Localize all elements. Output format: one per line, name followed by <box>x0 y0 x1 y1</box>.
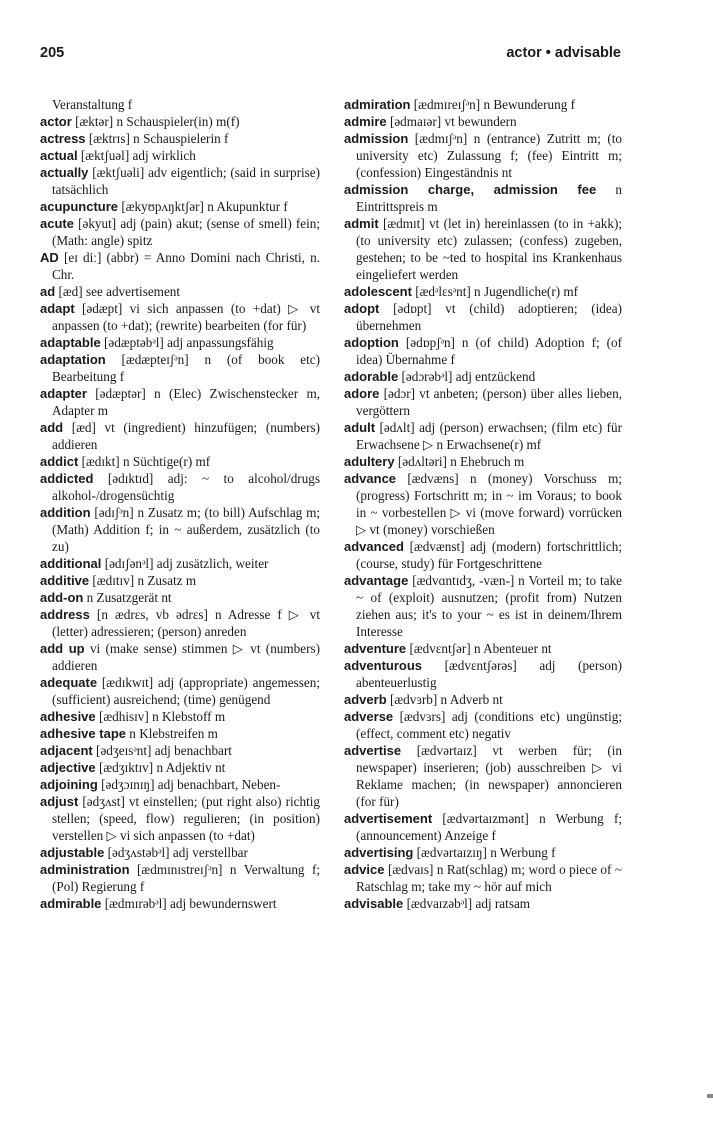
definition: adj verstellbar <box>172 845 248 860</box>
dictionary-entry <box>40 589 320 606</box>
pronunciation: [æktrɪs] <box>88 131 130 146</box>
definition: vt (ingredient) hinzufügen; (numbers) addieren <box>52 420 321 452</box>
pronunciation: [ædɪtɪv] <box>92 573 135 588</box>
dictionary-entry <box>40 708 320 725</box>
dictionary-entry <box>344 453 622 470</box>
pronunciation: [ædɪkwɪt] <box>101 675 154 690</box>
pronunciation: [æktʃuəl] <box>80 148 130 163</box>
pronunciation: [æktər] <box>75 114 114 129</box>
dictionary-entry <box>344 419 622 453</box>
headword: adjust <box>40 794 79 809</box>
definition: vt anbeten; (person) über alles lieben, vergöttern <box>356 386 623 418</box>
pronunciation: [ədʒʌst] <box>82 794 125 809</box>
pronunciation: [ədɒpʃᵊn] <box>405 335 455 350</box>
dictionary-entry <box>40 674 320 708</box>
headword: admirable <box>40 896 102 911</box>
definition: n Schauspieler(in) m(f) <box>116 114 240 129</box>
headword: additive <box>40 573 90 588</box>
dictionary-entry <box>40 861 320 895</box>
headword: adhesive <box>40 709 96 724</box>
headword: adopt <box>344 301 380 316</box>
headword: additional <box>40 556 102 571</box>
definition: adj (modern) fortschrittlich; (course, study) für Fortgeschrittene <box>356 539 622 571</box>
dictionary-entry <box>344 470 622 538</box>
pronunciation: [ædᵊlɛsᵊnt] <box>415 284 471 299</box>
headword: advanced <box>344 539 404 554</box>
definition: n Adresse f ▷ vt (letter) adressieren; (person) anreden <box>52 607 321 639</box>
dictionary-entry <box>40 147 320 164</box>
definition: n Rat(schlag) m; word o piece of ~ Ratschlag m; take my ~ hör auf mich <box>356 862 623 894</box>
pronunciation: [n ædrɛs, vb ədrɛs] <box>96 607 208 622</box>
dictionary-entry <box>40 351 320 385</box>
headword: adjoining <box>40 777 98 792</box>
headword: advertisement <box>344 811 433 826</box>
dictionary-entry <box>40 385 320 419</box>
pronunciation: [ædvərtaɪz] <box>416 743 477 758</box>
definition: adj (pain) akut; (sense of smell) fein; (Math: angle) spitz <box>52 216 321 248</box>
headword: admission <box>344 131 409 146</box>
definition: adj benachbart <box>154 743 232 758</box>
pronunciation: [ədɪʃənᵊl] <box>104 556 154 571</box>
definition: n (entrance) Zutritt m; (to university etc) Zulassung f; (fee) Eintritt m; (confession) Eingeständnis nt <box>356 131 623 180</box>
definition: Veranstaltung f <box>52 97 133 112</box>
headword: adhesive tape <box>40 726 126 741</box>
dictionary-entry <box>40 453 320 470</box>
definition: n Verwaltung f; (Pol) Regierung f <box>52 862 321 894</box>
pronunciation: [ədʒeɪsᵊnt] <box>96 743 152 758</box>
dictionary-entry <box>40 742 320 759</box>
dictionary-entry <box>40 759 320 776</box>
dictionary-entry <box>40 419 320 453</box>
definition: n (of child) Adoption f; (of idea) Übernahme f <box>356 335 622 367</box>
dictionary-entry <box>344 283 622 300</box>
dictionary-entry <box>344 113 622 130</box>
pronunciation: [ædvərtaɪzɪŋ] <box>416 845 487 860</box>
headword: admiration <box>344 97 411 112</box>
pronunciation: [ədæpt] <box>82 301 123 316</box>
pronunciation: [ædɪkt] <box>81 454 120 469</box>
definition: n Zusatz m <box>137 573 197 588</box>
pronunciation: [ædvɜrs] <box>399 709 446 724</box>
definition: vt werben für; (in newspaper) inserieren; (job) ausschreiben ▷ vi Reklame machen; (in newspaper) annoncieren (for für) <box>356 743 623 809</box>
definition: n Ehebruch m <box>450 454 525 469</box>
headword: administration <box>40 862 130 877</box>
pronunciation: [ədɒpt] <box>393 301 432 316</box>
pronunciation: [ədɪʃᵊn] <box>94 505 134 520</box>
headword: adaptation <box>40 352 106 367</box>
pronunciation: [æktʃuəli] <box>92 165 145 180</box>
definition: n Schauspielerin f <box>133 131 229 146</box>
definition: n Adjektiv nt <box>156 760 226 775</box>
definition: vi sich anpassen (to +dat) ▷ vt anpassen (to +dat); (rewrite) bearbeiten (for für) <box>52 301 320 333</box>
pronunciation: [ədʌlt] <box>379 420 415 435</box>
headword: admission charge, admission fee <box>344 182 597 197</box>
definition: adj (conditions etc) ungünstig; (effect, comment etc) negativ <box>356 709 622 741</box>
definition: adj wirklich <box>132 148 196 163</box>
headword: acute <box>40 216 74 231</box>
dictionary-entry <box>40 198 320 215</box>
headword: adventure <box>344 641 407 656</box>
dictionary-entry <box>40 300 320 334</box>
definition: n (of book etc) Bearbeitung f <box>52 352 321 384</box>
dictionary-entry <box>344 181 622 215</box>
definition: adj zusätzlich, weiter <box>156 556 269 571</box>
definition: n Zusatz m; (to bill) Aufschlag m; (Math) Addition f; in ~ außerdem, zusätzlich (to zu) <box>52 505 320 554</box>
dictionary-entry <box>40 606 320 640</box>
headword: adoption <box>344 335 399 350</box>
headword: address <box>40 607 90 622</box>
pronunciation: [ædmɪreɪʃᵊn] <box>413 97 481 112</box>
definition: n Zusatzgerät nt <box>86 590 172 605</box>
pronunciation: [eɪ diː] <box>63 250 102 265</box>
dictionary-entry <box>40 130 320 147</box>
definition: adj: ~ to alcohol/drugs alkohol-/drogensüchtig <box>52 471 321 503</box>
dictionary-entry <box>40 725 320 742</box>
headword: admire <box>344 114 387 129</box>
pronunciation: [ædmɪnɪstreɪʃᵊn] <box>137 862 223 877</box>
running-head: actor • advisable <box>506 45 621 61</box>
definition: n Abenteuer nt <box>473 641 552 656</box>
headword: advertising <box>344 845 414 860</box>
definition: n Bewunderung f <box>483 97 575 112</box>
dictionary-entry <box>40 215 320 249</box>
headword: adjustable <box>40 845 105 860</box>
dictionary-entry <box>344 572 622 640</box>
dictionary-entry <box>344 810 622 844</box>
dictionary-entry <box>344 215 622 283</box>
headword: addict <box>40 454 79 469</box>
pronunciation: [əkyut] <box>78 216 117 231</box>
definition: adj (appropriate) angemessen; (sufficient) ausreichend; (time) genügend <box>52 675 320 707</box>
pronunciation: [ædvərtaɪzmənt] <box>442 811 529 826</box>
headword: adequate <box>40 675 98 690</box>
dictionary-entry <box>40 844 320 861</box>
headword: advice <box>344 862 385 877</box>
pronunciation: [æd] <box>71 420 96 435</box>
definition: see advertisement <box>85 284 181 299</box>
headword: adverse <box>344 709 394 724</box>
definition: adv eigentlich; (said in surprise) tatsächlich <box>52 165 321 197</box>
pronunciation: [ædmɪrəbᵊl] <box>104 896 167 911</box>
dictionary-entry <box>344 130 622 181</box>
headword: actress <box>40 131 86 146</box>
dictionary-entry <box>40 793 320 844</box>
headword: add-on <box>40 590 84 605</box>
right-column <box>344 96 622 912</box>
headword: adverb <box>344 692 387 707</box>
dictionary-entry <box>40 96 320 113</box>
dictionary-entry <box>344 368 622 385</box>
headword: advantage <box>344 573 409 588</box>
definition: vi (make sense) stimmen ▷ vt (numbers) addieren <box>52 641 320 673</box>
pronunciation: [ædʒɪktɪv] <box>98 760 154 775</box>
pronunciation: [ædvɑntɪdʒ, -væn-] <box>412 573 515 588</box>
pronunciation: [ædvænst] <box>409 539 465 554</box>
definition: adj bewundernswert <box>170 896 277 911</box>
pronunciation: [ədɔrəbᵊl] <box>401 369 453 384</box>
pronunciation: [ədʒʌstəbᵊl] <box>107 845 170 860</box>
definition: n Klebstreifen m <box>129 726 218 741</box>
dictionary-entry <box>40 249 320 283</box>
definition: n Vorteil m; to take ~ of (exploit) ausnutzen; (profit from) Nutzen ziehen aus; it's to your ~ es ist in deinem/Ihrem Interesse <box>356 573 622 639</box>
headword: adore <box>344 386 380 401</box>
edge-mark <box>707 1094 713 1098</box>
dictionary-entry <box>344 844 622 861</box>
pronunciation: [ædvɛntʃərəs] <box>444 658 517 673</box>
definition: vt (let in) hereinlassen (to in +akk); (to university etc) zulassen; (confess) zugeben, gestehen; to be ~ted to hospital ins Krankenhaus eingeliefert werden <box>356 216 622 282</box>
headword: advisable <box>344 896 404 911</box>
dictionary-entry <box>344 96 622 113</box>
headword: advance <box>344 471 397 486</box>
dictionary-entry <box>40 572 320 589</box>
dictionary-entry <box>40 470 320 504</box>
definition: adj (person) erwachsen; (film etc) für Erwachsene ▷ n Erwachsene(r) mf <box>356 420 623 452</box>
definition: n Werbung f; (announcement) Anzeige f <box>356 811 622 843</box>
definition: n Süchtige(r) mf <box>123 454 211 469</box>
headword: adorable <box>344 369 399 384</box>
dictionary-entry <box>344 691 622 708</box>
pronunciation: [ædvɜrb] <box>389 692 438 707</box>
pronunciation: [ədæptəbᵊl] <box>103 335 164 350</box>
headword: actually <box>40 165 89 180</box>
dictionary-entry <box>344 895 622 912</box>
headword: admit <box>344 216 379 231</box>
dictionary-entry <box>40 164 320 198</box>
dictionary-entry <box>40 776 320 793</box>
pronunciation: [æd] <box>58 284 83 299</box>
headword: ad <box>40 284 56 299</box>
headword: adolescent <box>344 284 412 299</box>
definition: n (money) Vorschuss m; (progress) Fortschritt m; in ~ im Voraus; to book in ~ vorbestellen ▷ vi (move forward) vorrücken ▷ vt (money) vorschießen <box>356 471 623 537</box>
headword: addicted <box>40 471 94 486</box>
pronunciation: [ædvɛntʃər] <box>409 641 471 656</box>
headword: add up <box>40 641 85 656</box>
dictionary-entry <box>40 555 320 572</box>
dictionary-entry <box>40 334 320 351</box>
headword: add <box>40 420 64 435</box>
definition: adj ratsam <box>475 896 531 911</box>
definition: adj anpassungsfähig <box>167 335 274 350</box>
headword: acupuncture <box>40 199 119 214</box>
pronunciation: [ædvaɪzəbᵊl] <box>406 896 473 911</box>
headword: actual <box>40 148 78 163</box>
pronunciation: [ædmɪʃᵊn] <box>414 131 468 146</box>
definition: n Eintrittspreis m <box>356 182 623 214</box>
headword: AD <box>40 250 59 265</box>
definition: n Akupunktur f <box>207 199 288 214</box>
pronunciation: [ədɔr] <box>383 386 416 401</box>
dictionary-entry <box>344 742 622 810</box>
definition: adj (person) abenteuerlustig <box>356 658 622 690</box>
pronunciation: [ədʒɔɪnɪŋ] <box>101 777 155 792</box>
pronunciation: [ədæptər] <box>95 386 146 401</box>
headword: addition <box>40 505 91 520</box>
pronunciation: [ədʌltəri] <box>397 454 447 469</box>
pronunciation: [ædæpteɪʃᵊn] <box>121 352 189 367</box>
headword: actor <box>40 114 72 129</box>
definition: n (Elec) Zwischenstecker m, Adapter m <box>52 386 321 418</box>
definition: n Werbung f <box>490 845 556 860</box>
dictionary-entry <box>344 861 622 895</box>
dictionary-entry <box>40 283 320 300</box>
headword: adventurous <box>344 658 423 673</box>
definition: adj benachbart, Neben- <box>157 777 281 792</box>
pronunciation: [ækyʊpʌŋktʃər] <box>121 199 204 214</box>
headword: advertise <box>344 743 402 758</box>
headword: adaptable <box>40 335 101 350</box>
headword: adapter <box>40 386 87 401</box>
definition: n Adverb nt <box>440 692 503 707</box>
headword: adult <box>344 420 376 435</box>
dictionary-entry <box>40 640 320 674</box>
definition: vt (child) adoptieren; (idea) übernehmen <box>356 301 622 333</box>
dictionary-entry <box>344 334 622 368</box>
definition: vt einstellen; (put right also) richtig stellen; (speed, flow) regulieren; (in position) verstellen ▷ vi sich anpassen (to +dat) <box>52 794 320 843</box>
headword: adjective <box>40 760 96 775</box>
dictionary-entry <box>344 708 622 742</box>
pronunciation: [ədɪktɪd] <box>107 471 154 486</box>
headword: adapt <box>40 301 75 316</box>
dictionary-entry <box>40 504 320 555</box>
definition: vt bewundern <box>444 114 517 129</box>
dictionary-entry <box>344 385 622 419</box>
page-number: 205 <box>40 45 65 61</box>
definition: (abbr) = Anno Domini nach Christi, n. Chr. <box>52 250 321 282</box>
dictionary-entry <box>344 657 622 691</box>
dictionary-entry <box>344 300 622 334</box>
pronunciation: [ædvæns] <box>407 471 459 486</box>
definition: n Jugendliche(r) mf <box>474 284 579 299</box>
left-column <box>40 96 320 912</box>
dictionary-entry <box>344 538 622 572</box>
definition: adj entzückend <box>455 369 536 384</box>
pronunciation: [ədmaɪər] <box>389 114 442 129</box>
dictionary-entry <box>40 895 320 912</box>
pronunciation: [ædvaɪs] <box>387 862 434 877</box>
headword: adultery <box>344 454 395 469</box>
dictionary-entry <box>40 113 320 130</box>
pronunciation: [ædmɪt] <box>382 216 425 231</box>
dictionary-entry <box>344 640 622 657</box>
definition: n Klebstoff m <box>152 709 226 724</box>
pronunciation: [ædhisɪv] <box>98 709 149 724</box>
headword: adjacent <box>40 743 93 758</box>
